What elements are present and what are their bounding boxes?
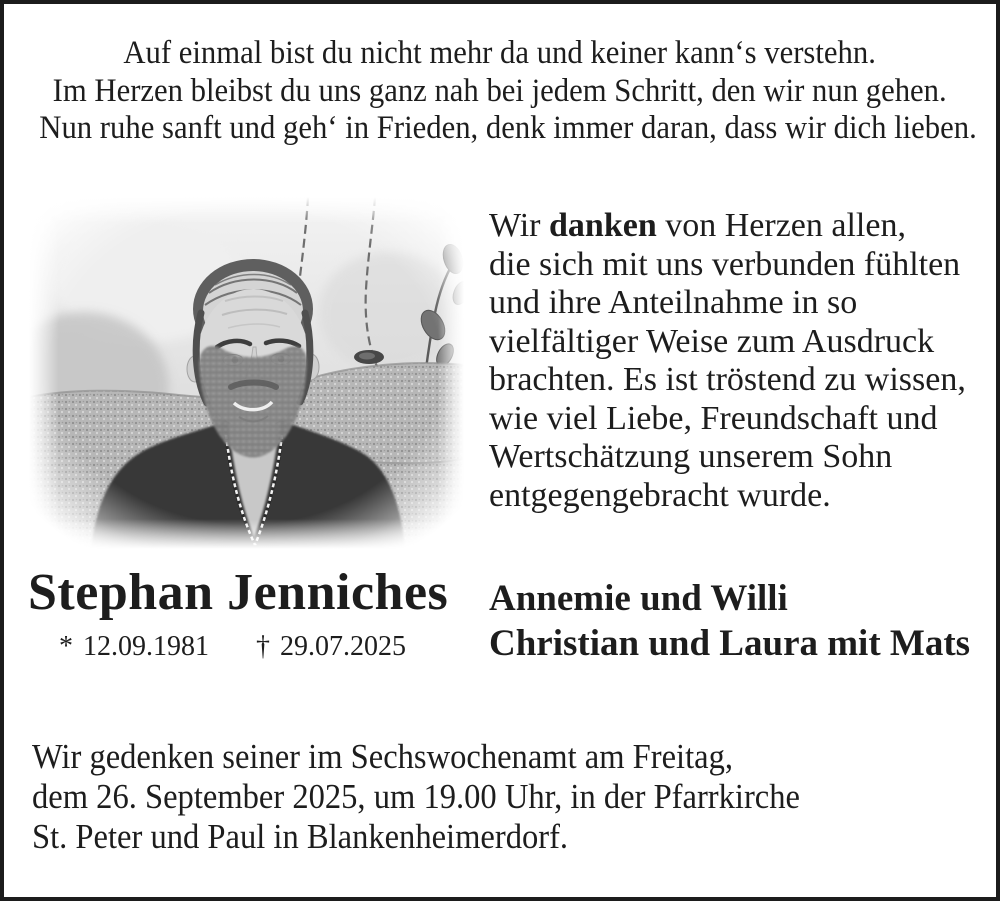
thanks-line: Wertschätzung unserem Sohn bbox=[489, 438, 893, 475]
birth-star-symbol: * bbox=[59, 631, 73, 662]
family-line: Christian und Laura mit Mats bbox=[489, 623, 971, 664]
memorial-line: dem 26. September 2025, um 19.00 Uhr, in der Pfarrkirche bbox=[32, 777, 800, 816]
verse-line: Nun ruhe sanft und geh‘ in Frieden, denk immer daran, dass wir dich lieben. bbox=[39, 110, 977, 146]
thanks-line: wie viel Liebe, Freundschaft und bbox=[489, 399, 938, 437]
photo-vignette bbox=[29, 197, 464, 549]
family-names bbox=[489, 576, 970, 666]
thanks-line: Wir danken von Herzen allen, bbox=[489, 207, 906, 244]
opening-verse bbox=[4, 35, 996, 148]
thanks-line: brachten. Es ist tröstend zu wissen, bbox=[489, 361, 966, 398]
birth-date: * 12.09.1981 bbox=[59, 631, 209, 662]
thanks-line: die sich mit uns verbunden fühlten bbox=[489, 245, 961, 283]
thanks-line: und ihre Anteilnahme in so bbox=[489, 284, 858, 321]
memorial-line: St. Peter und Paul in Blankenheimerdorf. bbox=[32, 817, 569, 856]
thanks-bold-word: danken bbox=[549, 207, 657, 244]
verse-line: Im Herzen bleibst du uns ganz nah bei jedem Schritt, den wir nun gehen. bbox=[52, 72, 948, 109]
memorial-line: Wir gedenken seiner im Sechswochenamt am Freitag, bbox=[32, 737, 734, 776]
thanks-line: vielfältiger Weise zum Ausdruck bbox=[489, 322, 935, 360]
thanks-line: entgegengebracht wurde. bbox=[489, 476, 831, 514]
memorial-notice bbox=[32, 737, 858, 857]
portrait-photo bbox=[29, 197, 464, 549]
life-dates bbox=[59, 631, 406, 663]
verse-line: Auf einmal bist du nicht mehr da und keiner kann‘s verstehn. bbox=[123, 35, 877, 71]
deceased-name: Stephan Jenniches bbox=[28, 564, 449, 621]
thanks-paragraph bbox=[489, 207, 999, 515]
death-date: † 29.07.2025 bbox=[256, 631, 406, 662]
death-cross-symbol: † bbox=[256, 631, 270, 662]
family-line: Annemie und Willi bbox=[489, 578, 788, 619]
